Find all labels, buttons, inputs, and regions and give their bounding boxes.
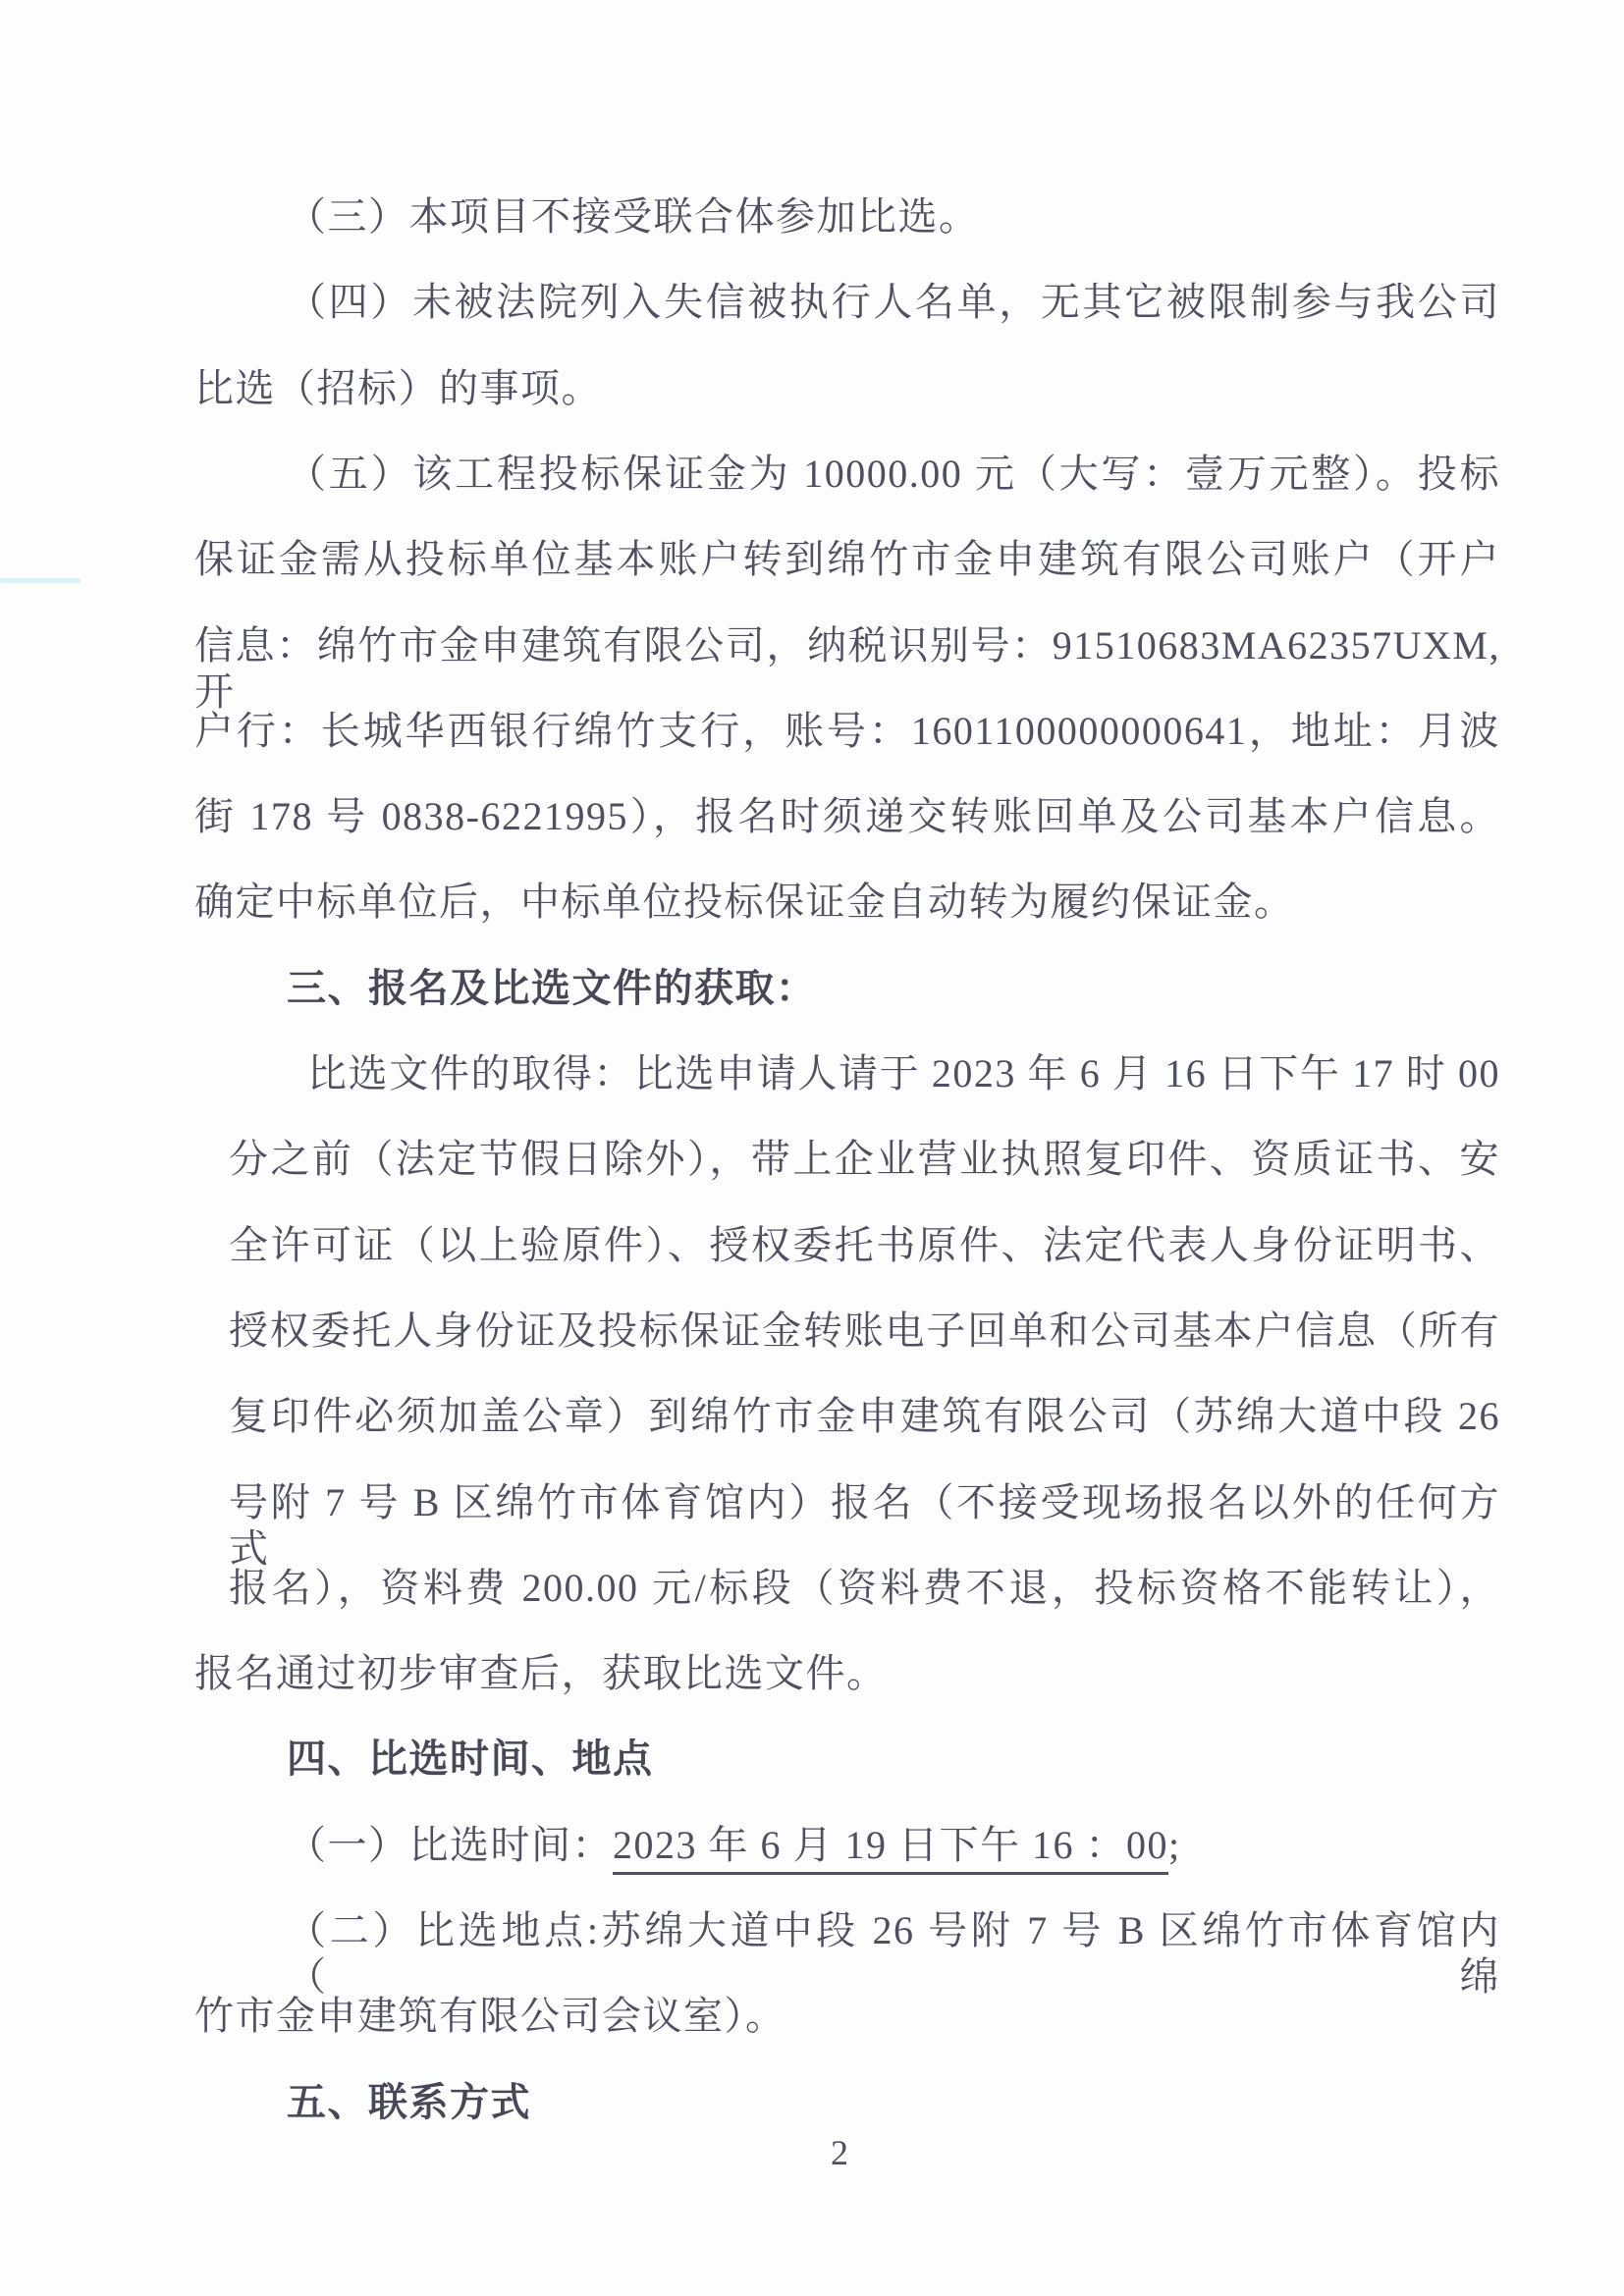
text-line xyxy=(194,536,1500,582)
text-segment: 比选文件的取得：比选申请人请于 2023 年 6 月 16 日下午 17 时 00 xyxy=(307,1051,1500,1095)
text-segment: 五、联系方式 xyxy=(287,2080,531,2124)
text-segment: 确定中标单位后，中标单位投标保证金自动转为履约保证金。 xyxy=(194,880,1295,924)
text-segment: （三）本项目不接受联合体参加比选。 xyxy=(287,194,980,239)
text-segment: 授权委托人身份证及投标保证金转账电子回单和公司基本户信息（所有 xyxy=(229,1308,1500,1353)
text-line xyxy=(229,1565,1500,1611)
text-line xyxy=(287,2079,531,2125)
text-line xyxy=(287,1822,1181,1868)
text-line xyxy=(287,965,817,1011)
text-line xyxy=(194,879,1295,925)
text-line xyxy=(287,279,1500,325)
text-line xyxy=(194,1650,888,1696)
text-segment: 街 178 号 0838-6221995），报名时须递交转账回单及公司基本户信息。 xyxy=(194,794,1500,838)
text-segment: 报名通过初步审查后，获取比选文件。 xyxy=(194,1651,888,1695)
text-segment: 三、报名及比选文件的获取： xyxy=(287,966,817,1010)
text-segment: 信息：绵竹市金申建筑有限公司，纳税识别号：91510683MA62357UXM,开 xyxy=(194,623,1500,715)
text-segment: 分之前（法定节假日除外），带上企业营业执照复印件、资质证书、安 xyxy=(229,1137,1500,1181)
text-line xyxy=(229,1308,1500,1354)
text-segment: （一）比选时间： xyxy=(287,1823,613,1867)
text-segment: （五）该工程投标保证金为 10000.00 元（大写：壹万元整）。投标 xyxy=(287,452,1500,496)
text-line xyxy=(194,1993,786,2039)
text-line xyxy=(229,1479,1500,1572)
text-segment: 比选（招标）的事项。 xyxy=(194,366,602,410)
text-line xyxy=(194,365,602,411)
text-segment: 竹市金申建筑有限公司会议室）。 xyxy=(194,1994,786,2038)
text-line xyxy=(287,193,980,240)
text-segment: 全许可证（以上验原件）、授权委托书原件、法定代表人身份证明书、 xyxy=(229,1223,1500,1267)
text-line xyxy=(194,793,1500,839)
text-line xyxy=(229,1136,1500,1182)
text-line xyxy=(307,1050,1500,1096)
text-segment: （二）比选地点:苏绵大道中段 26 号附 7 号 B 区绵竹市体育馆内（绵 xyxy=(287,1908,1500,2000)
text-line xyxy=(287,451,1500,497)
text-segment: 报名），资料费 200.00 元/标段（资料费不退，投标资格不能转让）， xyxy=(229,1566,1500,1610)
page-number: 2 xyxy=(831,2133,848,2172)
text-segment: （四）未被法院列入失信被执行人名单，无其它被限制参与我公司 xyxy=(287,280,1500,324)
text-line xyxy=(229,1393,1500,1439)
text-line xyxy=(194,622,1500,715)
text-line xyxy=(194,708,1500,754)
text-line xyxy=(287,1907,1500,2000)
text-line xyxy=(229,1222,1500,1268)
text-line xyxy=(287,1735,654,1782)
text-segment: 户行：长城华西银行绵竹支行，账号：1601100000000641，地址：月波 xyxy=(194,709,1500,753)
text-segment: 复印件必须加盖公章）到绵竹市金申建筑有限公司（苏绵大道中段 26 xyxy=(229,1394,1500,1438)
text-segment: ; xyxy=(1168,1823,1181,1867)
text-segment: 四、比选时间、地点 xyxy=(287,1736,654,1781)
text-segment: 号附 7 号 B 区绵竹市体育馆内）报名（不接受现场报名以外的任何方式 xyxy=(229,1480,1500,1572)
underlined-text: 2023 年 6 月 19 日下午 16 ：00 xyxy=(613,1823,1168,1875)
text-segment: 保证金需从投标单位基本账户转到绵竹市金申建筑有限公司账户（开户 xyxy=(194,537,1500,581)
scan-artifact xyxy=(0,578,81,583)
